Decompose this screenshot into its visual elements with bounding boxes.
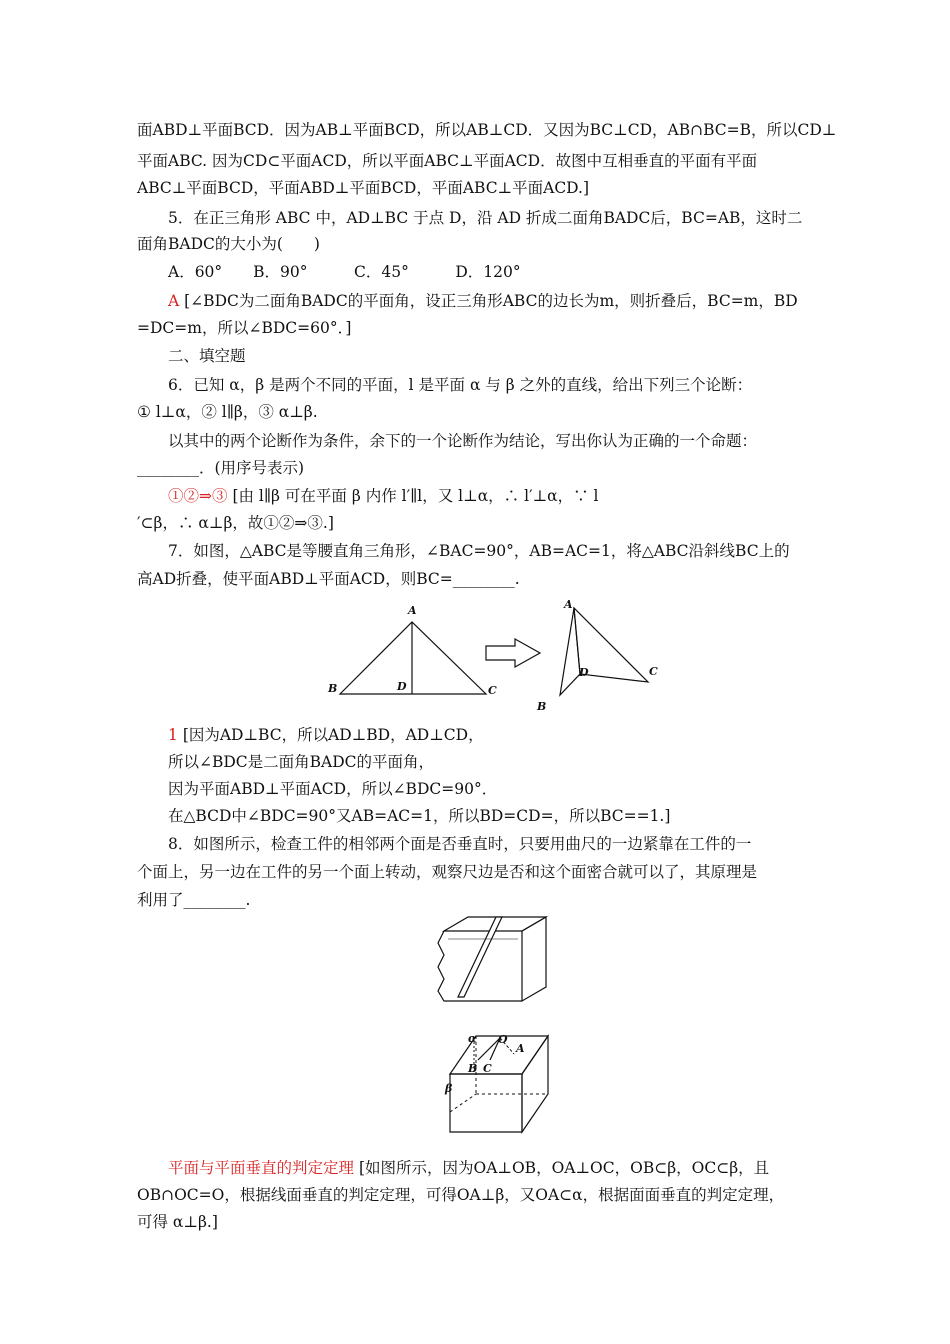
question-6-line: 6．已知 α，β 是两个不同的平面，l 是平面 α 与 β 之外的直线，给出下列三个论断： [168,376,753,394]
choices-line: A．60° B．90° C．45° D．120° [168,263,521,281]
box-side [522,1036,548,1132]
answer-5-line [168,291,848,311]
box-front [450,1074,522,1132]
text-line: 在△BCD中∠BDC=90°又AB=AC=1，所以BD=CD=，所以BC==1.] [168,807,671,825]
text-line: ′⊂β，∴ α⊥β，故①②⇒③.] [137,514,334,532]
label-a: A [516,1042,525,1055]
text-line: ________．(用序号表示) [137,459,305,477]
folded-face-abd [560,608,580,695]
label-b-folded: B [537,700,547,713]
label-c: C [483,1062,492,1075]
answer-6: ①②⇒③ [168,487,228,505]
text-line: ① l⊥α，② l∥β，③ α⊥β. [137,403,318,421]
text-line: OB∩OC=O，根据线面垂直的判定定理，可得OA⊥β，又OA⊂α，根据面面垂直的判定定理， [137,1186,785,1204]
segment-ob [478,1038,500,1060]
text-line: 所以∠BDC是二面角BADC的平面角， [168,753,435,771]
text-line: 高AD折叠，使平面ABD⊥平面ACD，则BC=________. [137,570,520,588]
label-a-folded: A [564,598,573,611]
label-b: B [468,1062,478,1075]
section-heading: 二、填空题 [168,347,246,365]
explanation-text: [因为AD⊥BC，所以AD⊥BD，AD⊥CD， [182,726,484,744]
label-a: A [408,604,417,617]
label-alpha: α [468,1034,477,1045]
answer-7: 1 [168,726,178,744]
workpiece-side [522,917,546,1001]
label-beta: β [445,1082,453,1095]
label-b: B [328,682,338,695]
label-d-folded: D [579,666,589,679]
answer-5: A [168,292,180,310]
question-8-line: 8．如图所示，检查工件的相邻两个面是否垂直时，只要用曲尺的一边紧靠在工件的一 [168,835,752,853]
text-line: 面ABD⊥平面BCD．因为AB⊥平面BCD，所以AB⊥CD．又因为BC⊥CD，AB∩BC=B，所以CD⊥ [137,121,837,139]
explanation-text: [∠BDC为二面角BADC的平面角，设正三角形ABC的边长为m，则折叠后，BC=m，BD [184,292,798,310]
text-line: 以其中的两个论断作为条件，余下的一个论断作为结论，写出你认为正确的一个命题： [168,432,758,450]
answer-7-line [168,725,848,745]
explanation-text: [由 l∥β 可在平面 β 内作 l′∥l，又 l⊥α，∴ l′⊥α，∵ l [232,487,599,505]
fold-triangle-figure [320,598,660,716]
box-planes-figure [438,1034,558,1140]
triangle-abc [340,622,486,694]
text-line: 面角BADC的大小为( ) [137,235,320,253]
question-5-line: 5．在正三角形 ABC 中，AD⊥BC 于点 D，沿 AD 折成二面角BADC后，BC=AB，这时二 [168,209,803,227]
text-line: =DC=m，所以∠BDC=60°．] [137,319,352,337]
answer-8-line [168,1158,848,1178]
label-o: O [498,1034,508,1046]
label-c: C [488,684,497,697]
text-line: 个面上，另一边在工件的另一个面上转动，观察尺边是否和这个面密合就可以了，其原理是 [137,863,758,881]
text-line: 利用了________. [137,891,251,909]
label-c-folded: C [649,665,658,678]
workpiece-figure [430,915,560,1030]
label-d: D [397,680,407,693]
answer-6-line [168,486,848,506]
text-line: 平面ABC. 因为CD⊂平面ACD，所以平面ABC⊥平面ACD．故图中互相垂直的平面有平面 [137,152,758,170]
text-line: 可得 α⊥β.] [137,1213,218,1231]
answer-8: 平面与平面垂直的判定定理 [168,1159,355,1177]
text-line: ABC⊥平面BCD，平面ABD⊥平面BCD，平面ABC⊥平面ACD.] [137,179,590,197]
arrow-icon [486,639,540,667]
text-line: 因为平面ABD⊥平面ACD，所以∠BDC=90°． [168,780,498,798]
workpiece-front [438,931,522,1001]
square-ruler-icon [458,917,502,997]
hidden-edge [450,1094,476,1112]
question-7-line: 7．如图，△ABC是等腰直角三角形，∠BAC=90°，AB=AC=1，将△ABC沿斜线BC上的 [168,542,790,560]
explanation-text: [如图所示，因为OA⊥OB，OA⊥OC，OB⊂β，OC⊂β，且 [358,1159,770,1177]
